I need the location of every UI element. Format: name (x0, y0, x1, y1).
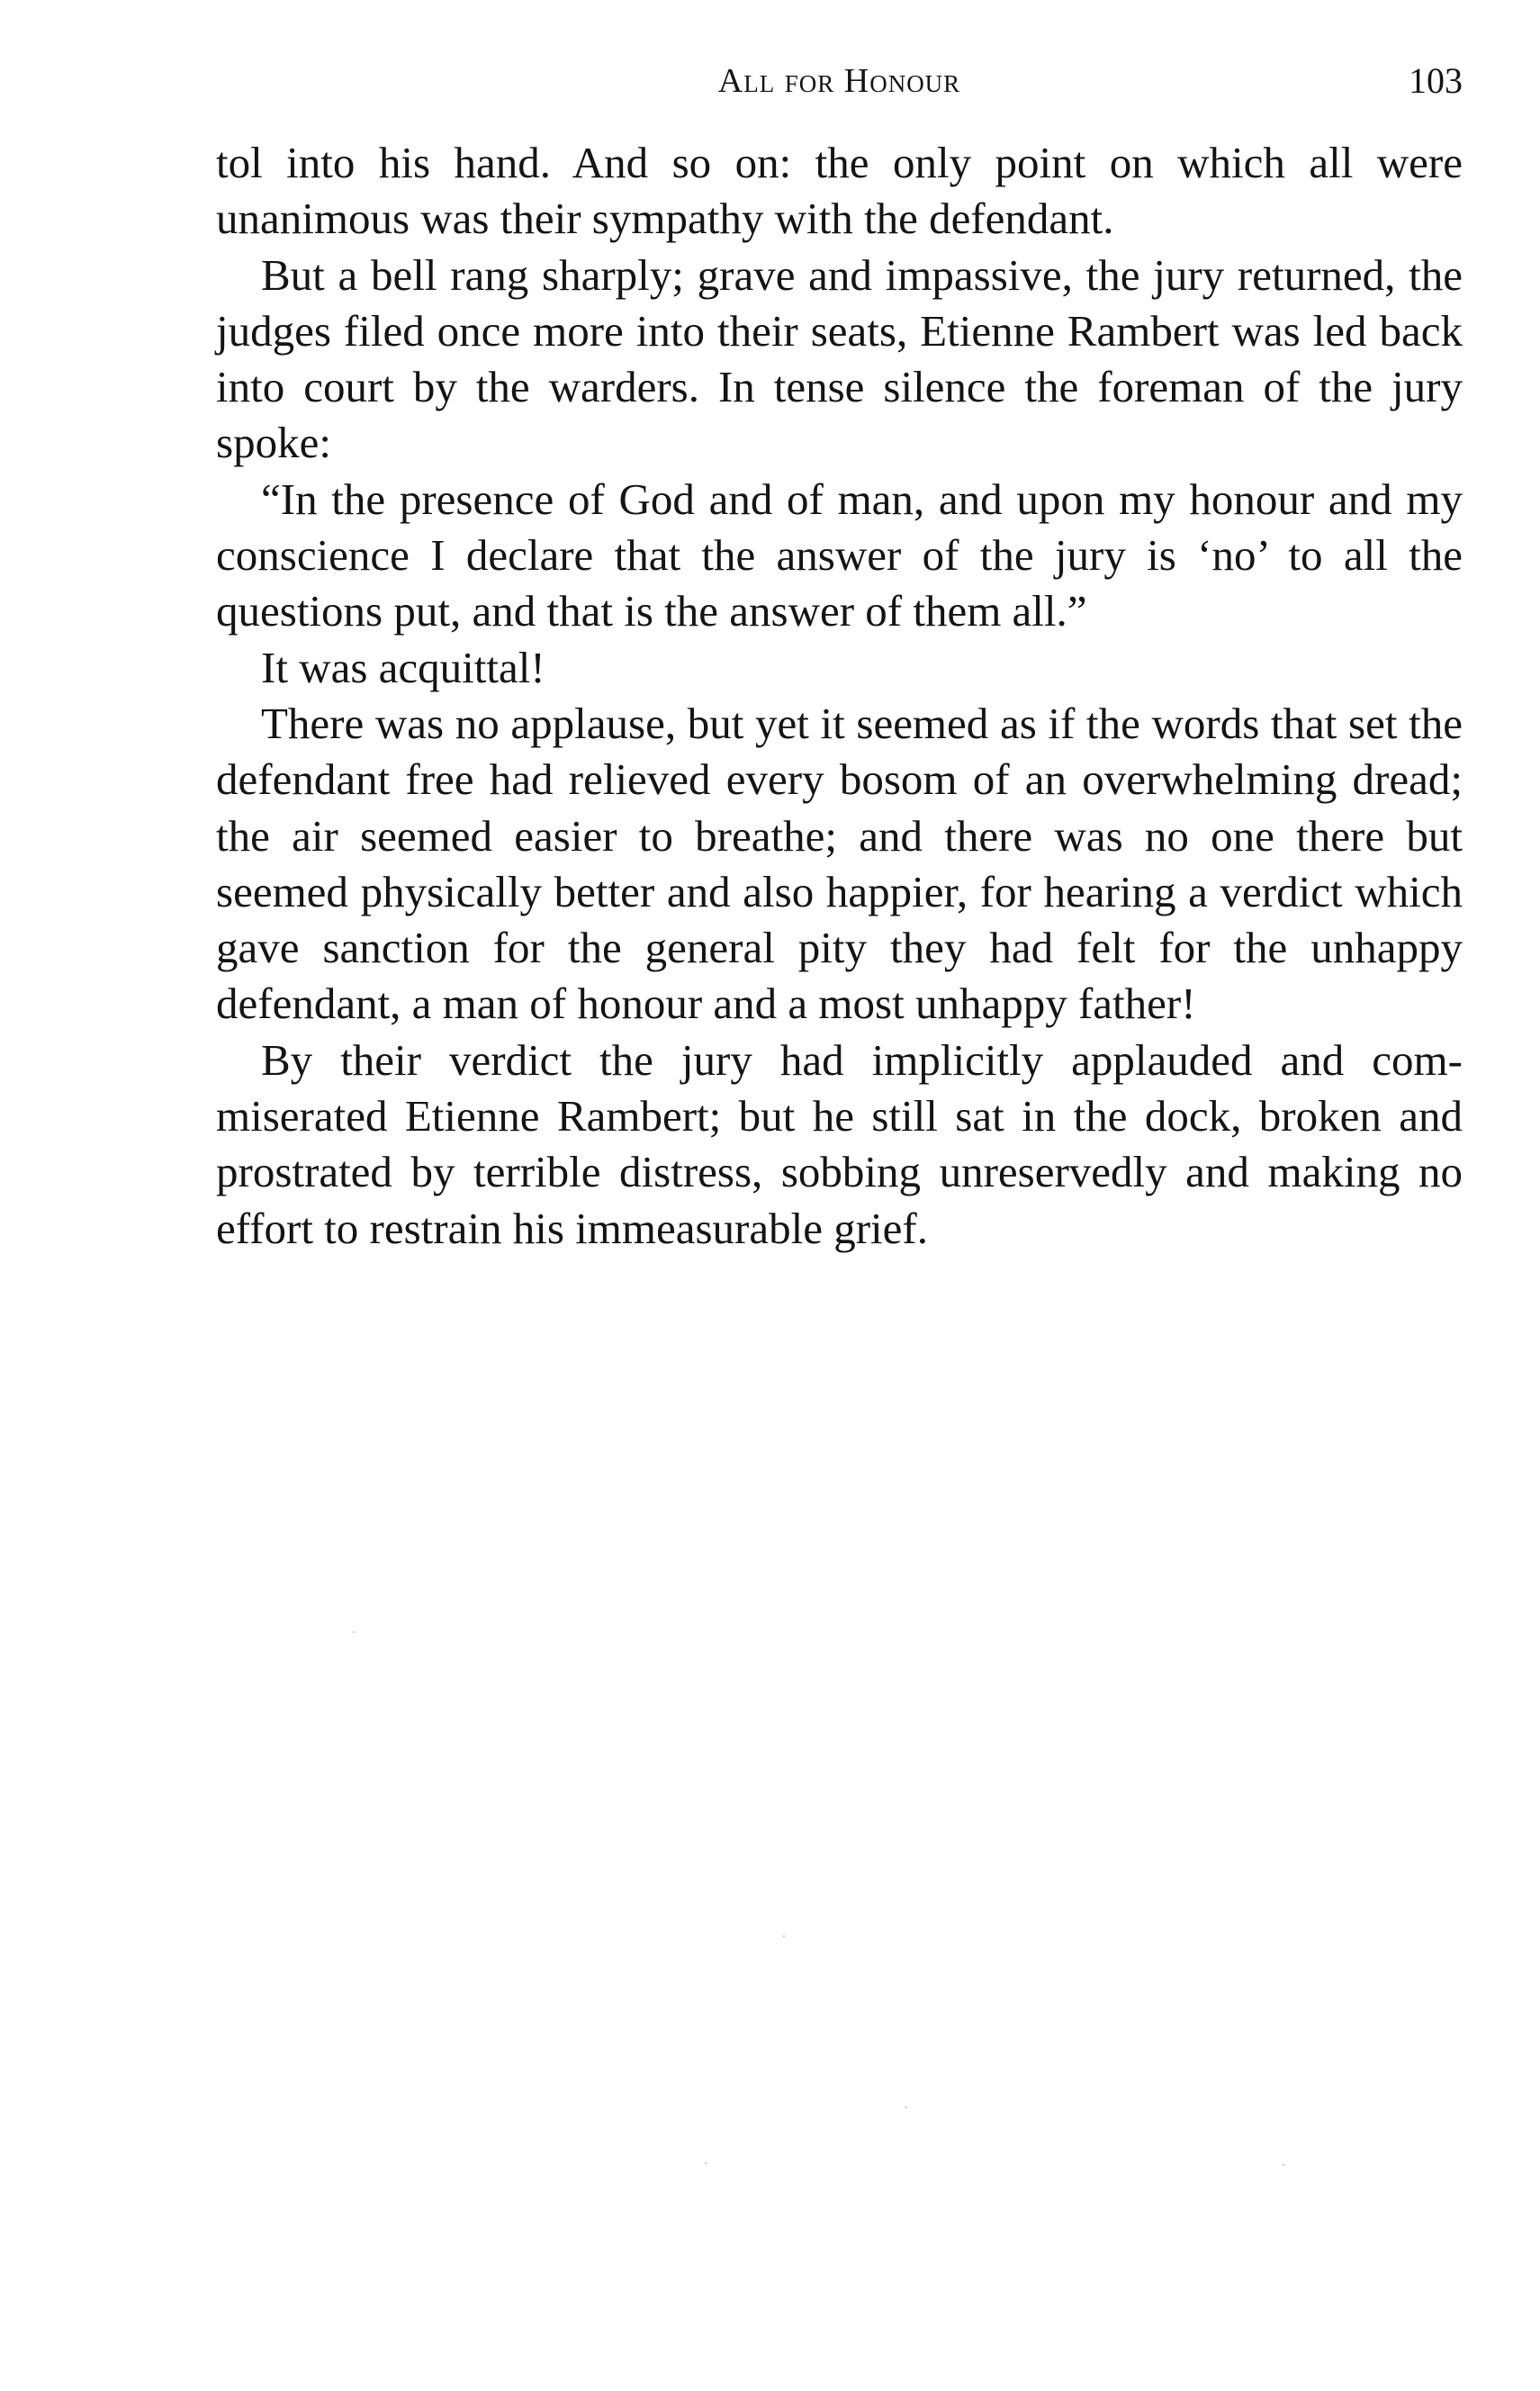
body-text (216, 135, 1463, 1257)
paragraph: It was acquittal! (261, 642, 545, 692)
scan-speck (783, 1935, 785, 1937)
scan-speck (705, 2162, 707, 2164)
page-number: 103 (1409, 60, 1463, 101)
paragraph: tol into his hand. And so on: the only point on which all were unanimous was their sympathy with the defendant. (216, 138, 1463, 244)
paragraph: But a bell rang sharply; grave and impassive, the jury returned, the judges filed once more into their seats, Etienne Rambert was led back into court by the warders. In tense silence the foreman of the jury spoke: (216, 249, 1463, 468)
paragraph: “In the presence of God and of man, and upon my honour and my conscience I declare that the answer of the jury is ‘no’ to all the questions put, and that is the answer of them all.” (216, 474, 1463, 636)
scan-speck (353, 1631, 355, 1633)
running-head (216, 54, 1463, 108)
paragraph: There was no applause, but yet it seemed as if the words that set the defendant free had relieved every bosom of an overwhelming dread; the air seemed easier to breathe; and there was no one there but seemed physically better and also happier, for hearing a verdict which gave sanction for the general pity they had felt for the unhappy defendant, a man of honour and a most unhappy father! (216, 698, 1463, 1029)
paragraph: By their verdict the jury had implicitly applauded and commiserated Etienne Rambert; but he still sat in the dock, broken and prostrated by terrible distress, sobbing unreservedly and making no effort to restrain his immeasurable grief. (216, 1034, 1463, 1253)
scan-speck (1283, 2164, 1284, 2166)
scan-speck (905, 2107, 907, 2108)
running-title: All for Honour (717, 62, 961, 100)
book-page (216, 54, 1463, 2359)
